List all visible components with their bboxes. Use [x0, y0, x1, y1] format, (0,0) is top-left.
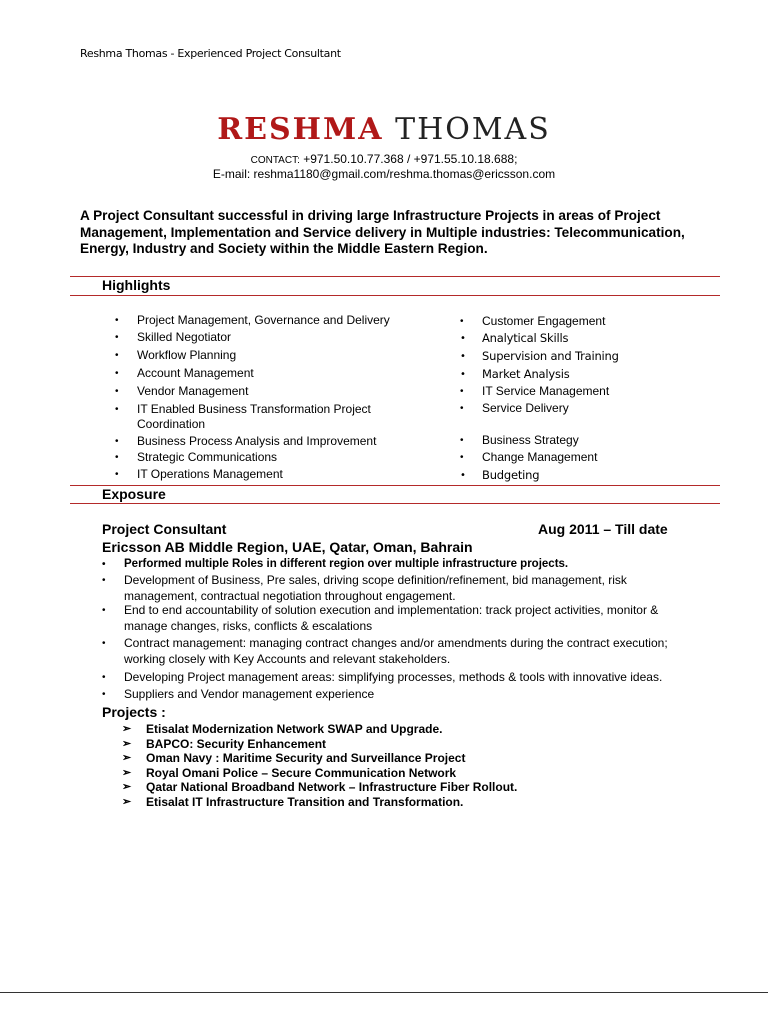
contact-phones — [0, 152, 768, 168]
highlight-item: • Change Management — [460, 450, 598, 464]
bullet-icon: • — [460, 316, 464, 327]
arrow-bullet-icon: ➢ — [122, 767, 132, 779]
responsibility-item: • Development of Business, Pre sales, driving scope definition/refinement, bid management, risk management, contractual negotiation throughout engagement. — [102, 573, 627, 603]
project-item: ➢ Qatar National Broadband Network – Infrastructure Fiber Rollout. — [122, 780, 518, 794]
project-item: ➢ Etisalat IT Infrastructure Transition and Transformation. — [122, 795, 464, 809]
highlight-item: • IT Enabled Business Transformation Project Coordination — [115, 402, 371, 431]
last-name: THOMAS — [395, 112, 551, 147]
bullet-icon: • — [460, 369, 466, 380]
section-rule — [70, 503, 720, 504]
highlight-item: • Project Management, Governance and Delivery — [115, 313, 390, 327]
highlight-item: • Account Management — [115, 366, 254, 380]
bullet-icon: • — [115, 332, 119, 343]
bullet-icon: • — [460, 452, 464, 463]
responsibility-item: • Suppliers and Vendor management experience — [102, 687, 375, 701]
summary-line: Management, Implementation and Service delivery in Multiple industries: Telecommunication, — [80, 224, 685, 240]
arrow-bullet-icon: ➢ — [122, 752, 132, 764]
bullet-icon: • — [115, 436, 119, 447]
contact-label: CONTACT: — [250, 155, 300, 166]
summary-line: Energy, Industry and Society within the Middle Eastern Region. — [80, 241, 488, 256]
first-name: RESHMA — [217, 112, 384, 147]
bullet-icon: • — [102, 575, 106, 586]
highlight-item: • Market Analysis — [460, 367, 570, 381]
highlight-item: • Service Delivery — [460, 401, 569, 415]
project-item: ➢ Royal Omani Police – Secure Communication Network — [122, 766, 457, 780]
highlight-item: • IT Operations Management — [115, 467, 283, 481]
highlights-heading: Highlights — [102, 277, 171, 293]
contact-phone-numbers: +971.50.10.77.368 / +971.55.10.18.688; — [303, 152, 518, 166]
bullet-icon: • — [102, 605, 106, 616]
highlight-item: • Business Strategy — [460, 433, 579, 447]
bullet-icon: • — [115, 386, 119, 397]
summary — [80, 208, 720, 258]
highlight-item: • Workflow Planning — [115, 348, 237, 362]
project-item: ➢ Etisalat Modernization Network SWAP and Upgrade. — [122, 722, 443, 736]
job-title: Project Consultant — [102, 521, 227, 537]
job-company: Ericsson AB Middle Region, UAE, Qatar, Oman, Bahrain — [102, 539, 473, 555]
exposure-heading: Exposure — [102, 486, 166, 502]
summary-line: A Project Consultant successful in driving large Infrastructure Projects in areas of Project — [80, 208, 661, 223]
bullet-icon: • — [115, 452, 119, 463]
bullet-icon: • — [102, 672, 106, 683]
highlight-item: • Vendor Management — [115, 384, 249, 398]
arrow-bullet-icon: ➢ — [122, 738, 132, 750]
running-header: Reshma Thomas - Experienced Project Consultant — [80, 47, 341, 60]
highlight-item: • Skilled Negotiator — [115, 330, 232, 344]
bullet-icon: • — [115, 315, 119, 326]
bullet-icon: • — [460, 351, 466, 362]
bullet-icon: • — [115, 404, 119, 415]
arrow-bullet-icon: ➢ — [122, 723, 132, 735]
bullet-icon: • — [102, 638, 106, 649]
section-rule — [70, 485, 720, 486]
highlight-item: • IT Service Management — [460, 384, 610, 398]
section-rule — [70, 295, 720, 296]
arrow-bullet-icon: ➢ — [122, 781, 132, 793]
responsibility-item: • Developing Project management areas: simplifying processes, methods & tools with innovative ideas. — [102, 670, 663, 684]
bullet-icon: • — [115, 350, 119, 361]
contact-email: E-mail: reshma1180@gmail.com/reshma.thomas@ericsson.com — [212, 167, 556, 181]
bullet-icon: • — [115, 368, 119, 379]
bullet-icon: • — [102, 559, 106, 570]
project-item: ➢ Oman Navy : Maritime Security and Surveillance Project — [122, 751, 466, 765]
bullet-icon: • — [460, 403, 464, 414]
highlight-item: • Strategic Communications — [115, 450, 278, 464]
responsibility-item: • Performed multiple Roles in different region over multiple infrastructure projects. — [124, 557, 700, 573]
projects-heading: Projects : — [102, 704, 166, 720]
bullet-icon: • — [460, 470, 466, 481]
job-date: Aug 2011 – Till date — [538, 521, 668, 537]
highlight-item: • Business Process Analysis and Improvement — [115, 434, 377, 448]
responsibility-item: • End to end accountability of solution execution and implementation: track project activities, monitor & manage changes, risks, conflicts & escalations — [102, 603, 659, 633]
highlight-item: • Customer Engagement — [460, 314, 606, 328]
page-bottom-rule — [0, 992, 768, 993]
bullet-icon: • — [460, 386, 464, 397]
bullet-icon: • — [115, 469, 119, 480]
highlight-item: • Budgeting — [460, 468, 540, 482]
bullet-icon: • — [460, 333, 466, 344]
arrow-bullet-icon: ➢ — [122, 796, 132, 808]
responsibility-item: • Contract management: managing contract changes and/or amendments during the contract execution; working closely with Key Accounts and relevant stakeholders. — [102, 636, 668, 666]
highlight-item: • Analytical Skills — [460, 331, 569, 345]
bullet-icon: • — [102, 689, 106, 700]
highlight-item: • Supervision and Training — [460, 349, 619, 363]
candidate-name — [0, 112, 768, 148]
project-item: ➢ BAPCO: Security Enhancement — [122, 737, 327, 751]
bullet-icon: • — [460, 435, 464, 446]
